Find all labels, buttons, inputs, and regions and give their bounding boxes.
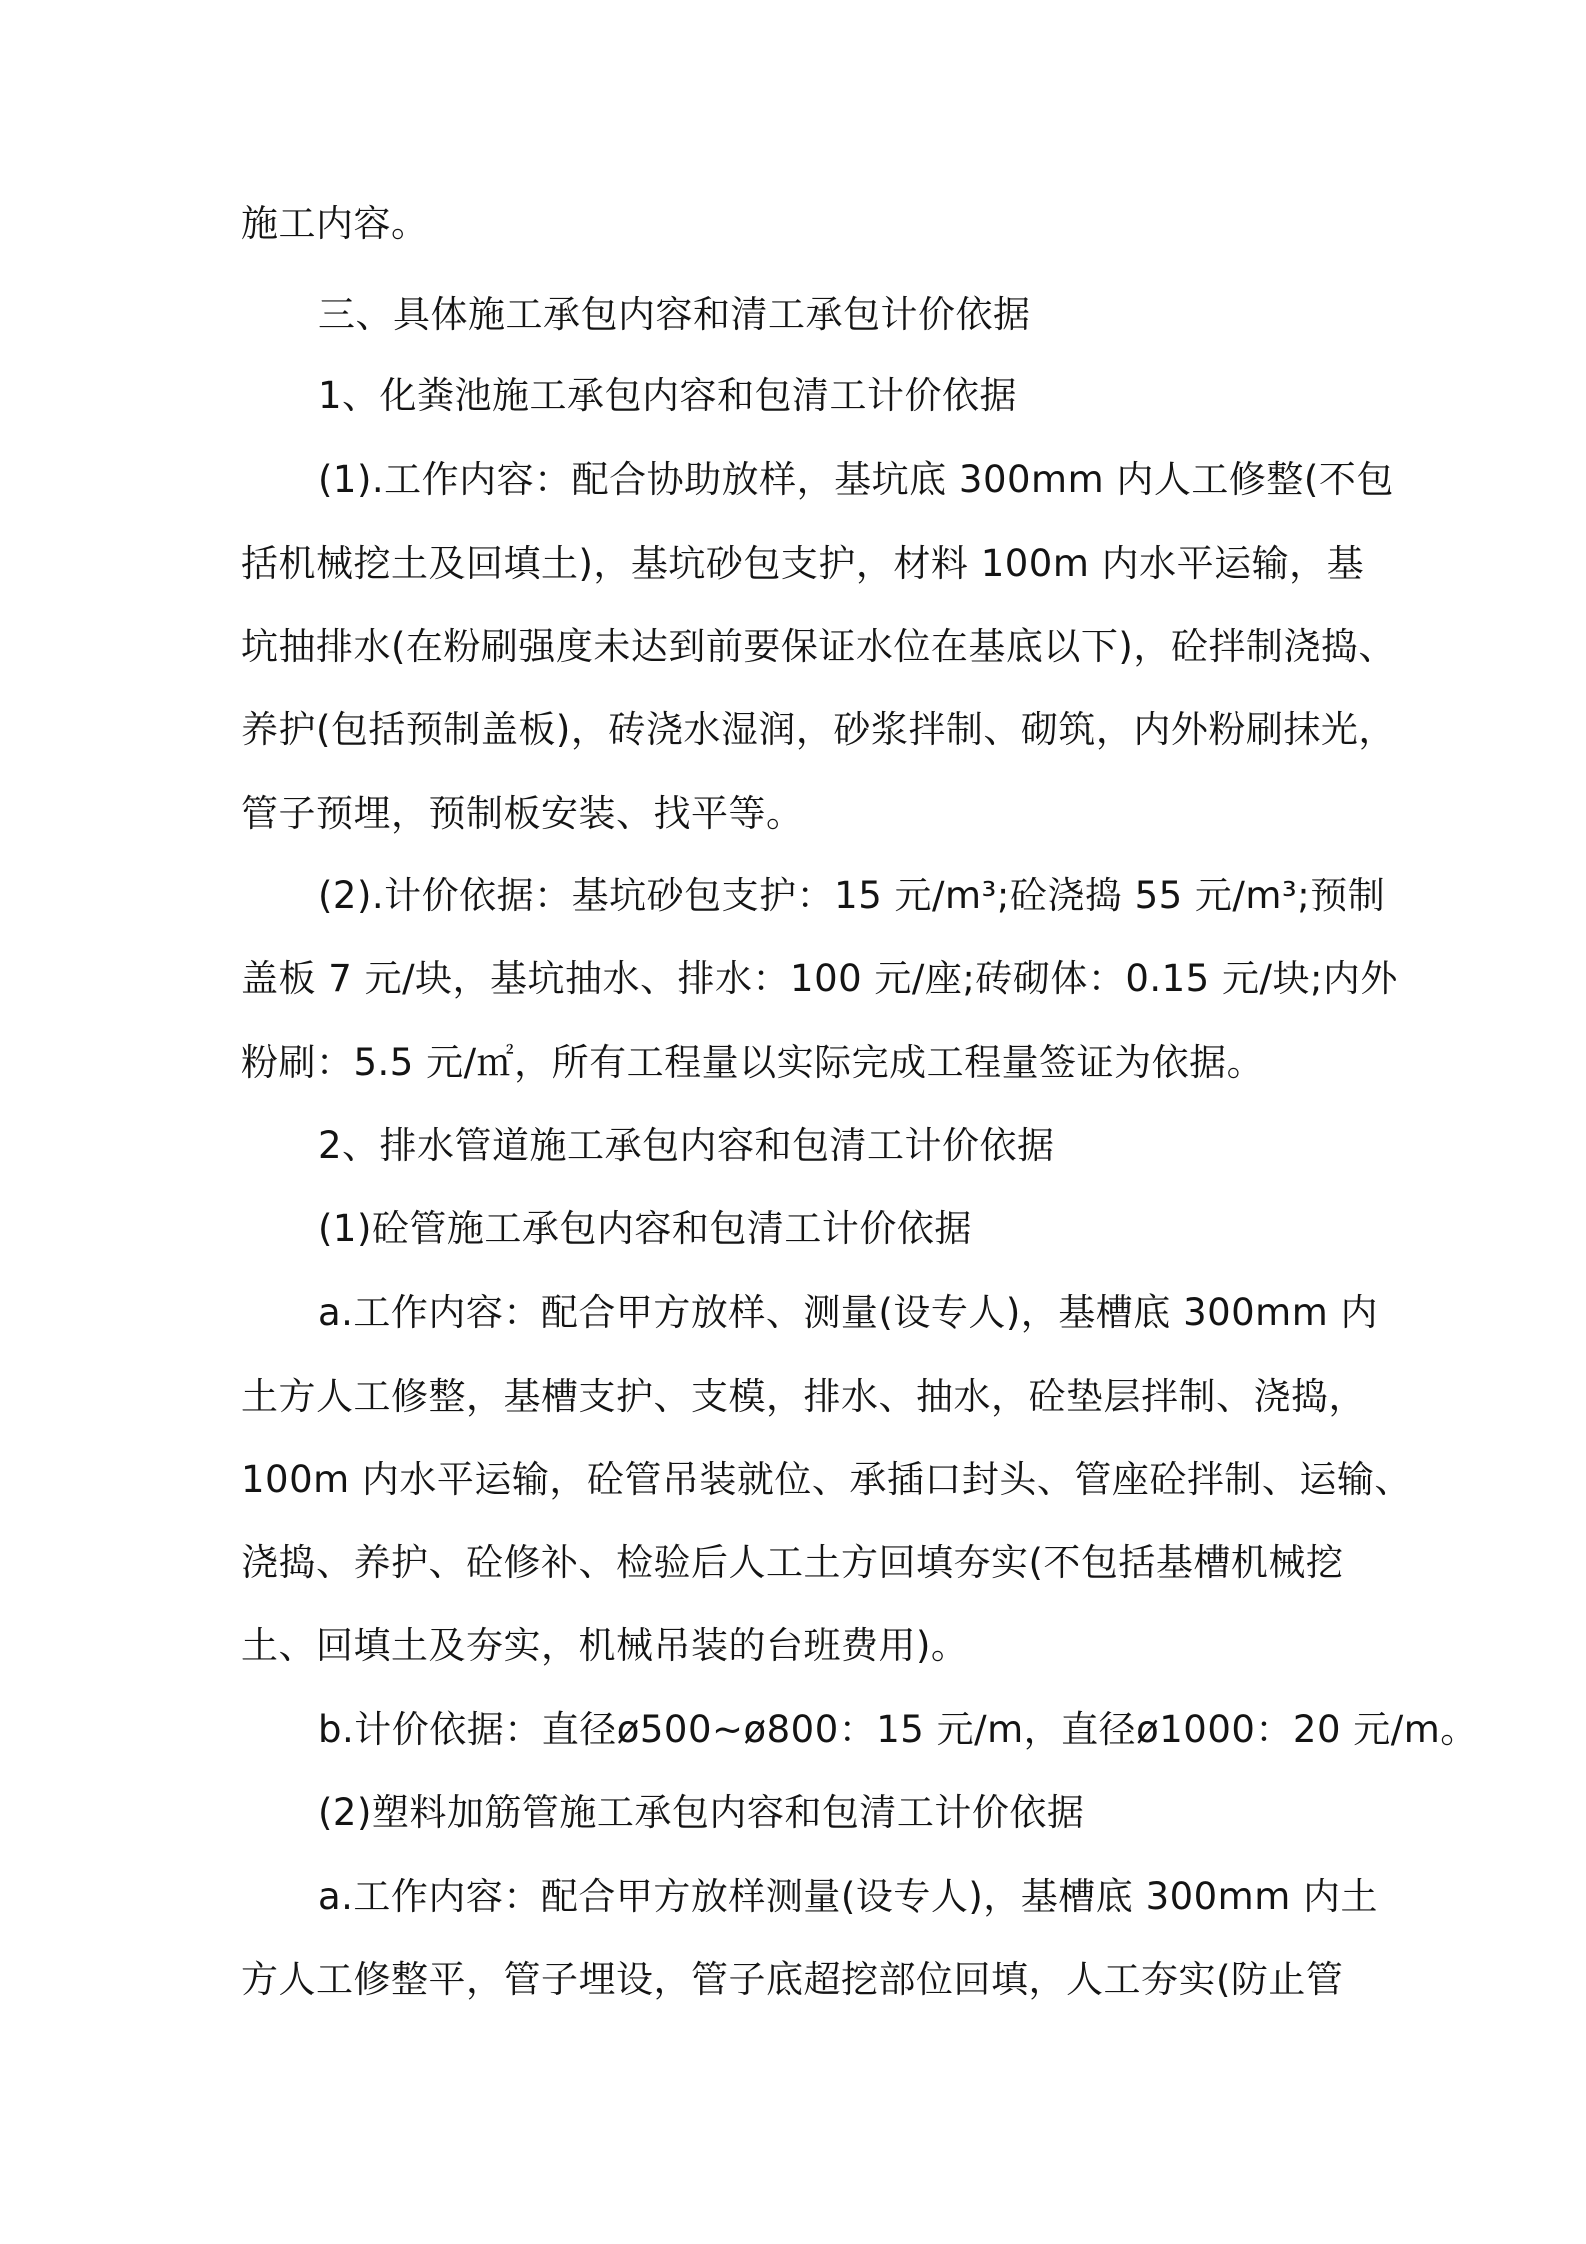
paragraph-line: 管子预埋，预制板安装、找平等。 bbox=[241, 792, 804, 835]
subsection-heading: 1、化粪池施工承包内容和包清工计价依据 bbox=[318, 374, 1018, 417]
paragraph-line: a.工作内容：配合甲方放样、测量(设专人)，基槽底 300mm 内 bbox=[318, 1291, 1379, 1334]
paragraph-line: 盖板 7 元/块，基坑抽水、排水：100 元/座;砖砌体：0.15 元/块;内外 bbox=[241, 957, 1398, 1000]
paragraph-line: 坑抽排水(在粉刷强度未达到前要保证水位在基底以下)，砼拌制浇捣、 bbox=[241, 625, 1396, 668]
paragraph-line: b.计价依据：直径ø500~ø800：15 元/m，直径ø1000：20 元/m。 bbox=[318, 1708, 1478, 1751]
subsection-heading: 2、排水管道施工承包内容和包清工计价依据 bbox=[318, 1124, 1055, 1167]
paragraph-line: (1).工作内容：配合协助放样，基坑底 300mm 内人工修整(不包 bbox=[318, 458, 1394, 501]
paragraph-line: 浇捣、养护、砼修补、检验后人工土方回填夯实(不包括基槽机械挖 bbox=[241, 1541, 1344, 1584]
paragraph-line: 括机械挖土及回填土)，基坑砂包支护，材料 100m 内水平运输，基 bbox=[241, 542, 1365, 585]
subsection-heading: (1)砼管施工承包内容和包清工计价依据 bbox=[318, 1207, 972, 1250]
paragraph-line: 施工内容。 bbox=[241, 202, 429, 245]
paragraph-line: 土、回填土及夯实，机械吊装的台班费用)。 bbox=[241, 1624, 969, 1667]
section-heading: 三、具体施工承包内容和清工承包计价依据 bbox=[318, 293, 1031, 336]
paragraph-line: 养护(包括预制盖板)，砖浇水湿润，砂浆拌制、砌筑，内外粉刷抹光， bbox=[241, 708, 1396, 751]
paragraph-line: 方人工修整平，管子埋设，管子底超挖部位回填，人工夯实(防止管 bbox=[241, 1958, 1344, 2001]
paragraph-line: 100m 内水平运输，砼管吊装就位、承插口封头、管座砼拌制、运输、 bbox=[241, 1458, 1412, 1501]
paragraph-line: 土方人工修整，基槽支护、支模，排水、抽水，砼垫层拌制、浇捣， bbox=[241, 1375, 1366, 1418]
subsection-heading: (2)塑料加筋管施工承包内容和包清工计价依据 bbox=[318, 1791, 1085, 1834]
paragraph-line: (2).计价依据：基坑砂包支护：15 元/m³;砼浇捣 55 元/m³;预制 bbox=[318, 874, 1386, 917]
paragraph-line: a.工作内容：配合甲方放样测量(设专人)，基槽底 300mm 内土 bbox=[318, 1875, 1379, 1918]
paragraph-line: 粉刷：5.5 元/㎡，所有工程量以实际完成工程量签证为依据。 bbox=[241, 1041, 1265, 1084]
